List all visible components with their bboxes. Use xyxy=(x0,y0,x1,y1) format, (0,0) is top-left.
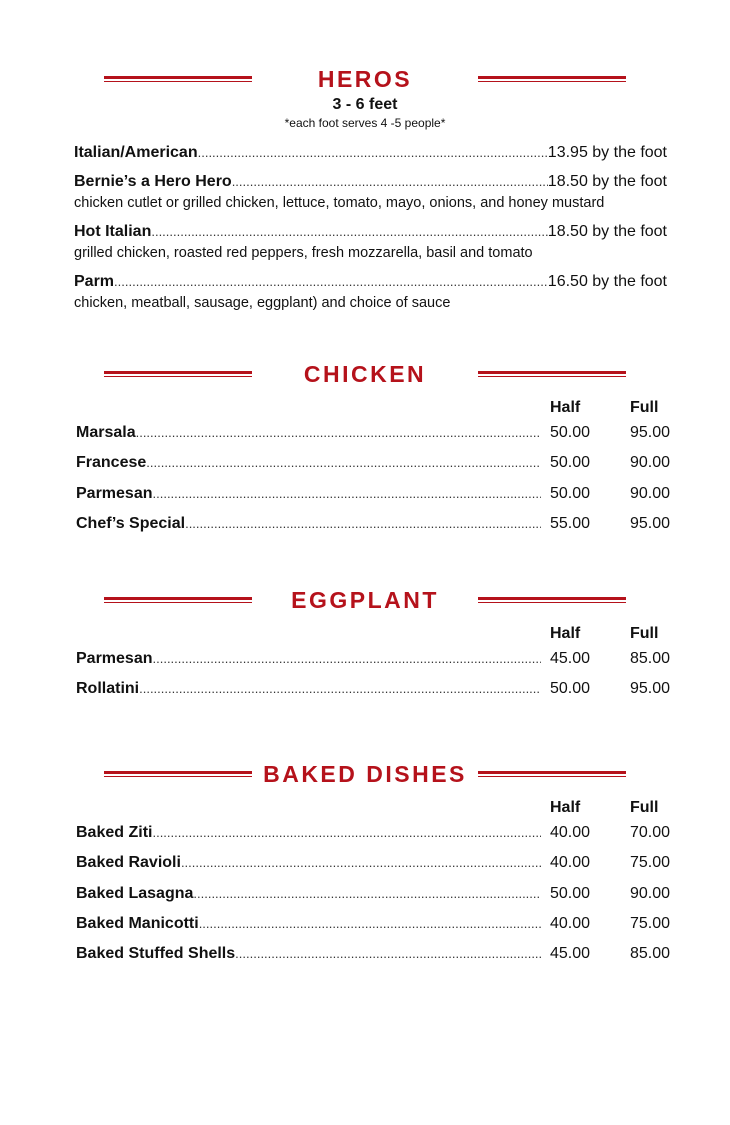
item-price: 16.50 by the foot xyxy=(547,273,667,290)
item-name: Hot Italian xyxy=(74,223,152,240)
section-header xyxy=(0,759,730,789)
menu-row xyxy=(0,480,730,510)
menu-row xyxy=(0,849,730,879)
eggplant-section xyxy=(0,585,730,706)
dot-leader xyxy=(232,173,548,191)
item-name: Marsala xyxy=(76,424,136,441)
heros-section xyxy=(0,64,730,312)
section-header xyxy=(0,585,730,615)
menu-row xyxy=(0,880,730,910)
dot-leader xyxy=(152,824,541,842)
item-name: Baked Manicotti xyxy=(76,914,199,932)
menu-item xyxy=(74,144,667,162)
full-column-label: Full xyxy=(630,799,659,816)
item-description: chicken, meatball, sausage, eggplant) and choice of sauce xyxy=(74,295,451,311)
menu-row xyxy=(0,449,730,479)
section-title: BAKED DISHES xyxy=(263,761,467,787)
item-name: Rollatini xyxy=(76,680,140,698)
full-price: 90.00 xyxy=(630,884,671,902)
item-name: Baked Stuffed Shells xyxy=(76,945,236,963)
half-column-label: Half xyxy=(550,399,581,416)
chicken-section xyxy=(0,359,730,540)
item-price: 18.50 by the foot xyxy=(547,173,667,190)
menu-row xyxy=(0,510,730,540)
half-column-label: Half xyxy=(550,799,581,816)
dot-leader xyxy=(193,885,541,903)
full-price: 85.00 xyxy=(630,650,671,667)
dot-leader xyxy=(114,273,548,291)
item-name: Baked Ziti xyxy=(76,824,153,841)
full-price: 90.00 xyxy=(630,484,671,502)
half-price: 50.00 xyxy=(550,680,591,698)
divider-rule xyxy=(478,371,626,377)
half-price: 55.00 xyxy=(550,514,591,532)
half-price: 45.00 xyxy=(550,650,591,667)
item-name: Baked Lasagna xyxy=(76,884,194,902)
dot-leader xyxy=(198,144,548,162)
dot-leader xyxy=(146,454,541,472)
dot-leader xyxy=(153,485,542,503)
menu-item xyxy=(74,273,667,312)
item-description: grilled chicken, roasted red peppers, fresh mozzarella, basil and tomato xyxy=(74,245,533,261)
menu-item xyxy=(74,173,667,212)
item-description: chicken cutlet or grilled chicken, lettuce, tomato, mayo, onions, and honey mustard xyxy=(74,195,605,211)
section-header xyxy=(0,64,730,94)
dot-leader xyxy=(235,945,541,963)
dot-leader xyxy=(153,650,542,668)
full-column-label: Full xyxy=(630,625,659,642)
half-price: 50.00 xyxy=(550,484,591,502)
item-name: Chef’s Special xyxy=(76,514,186,532)
half-price: 40.00 xyxy=(550,914,591,932)
full-price: 75.00 xyxy=(630,854,671,872)
full-price: 95.00 xyxy=(630,680,671,698)
half-column-label: Half xyxy=(550,625,581,642)
item-name: Bernie’s a Hero Hero xyxy=(74,173,232,190)
half-price: 40.00 xyxy=(550,854,591,872)
item-name: Italian/American xyxy=(74,144,198,161)
column-headers xyxy=(0,399,730,419)
item-name: Parm xyxy=(74,273,115,290)
section-subtitle: 3 - 6 feet xyxy=(332,96,398,113)
menu-row xyxy=(0,910,730,940)
full-price: 95.00 xyxy=(630,424,671,441)
half-price: 50.00 xyxy=(550,424,591,441)
section-title: HEROS xyxy=(317,66,413,92)
item-name: Parmesan xyxy=(76,484,153,502)
item-name: Baked Ravioli xyxy=(76,854,181,872)
dot-leader xyxy=(151,223,547,241)
half-price: 50.00 xyxy=(550,884,591,902)
column-headers xyxy=(0,799,730,819)
column-headers xyxy=(0,625,730,645)
item-name: Parmesan xyxy=(76,650,153,667)
dot-leader xyxy=(136,424,541,442)
divider-rule xyxy=(478,76,626,82)
dot-leader xyxy=(181,854,541,872)
section-title: EGGPLANT xyxy=(291,587,439,613)
divider-rule xyxy=(478,597,626,603)
menu-row xyxy=(0,645,730,675)
full-price: 70.00 xyxy=(630,824,671,841)
dot-leader xyxy=(185,515,541,533)
item-name: Francese xyxy=(76,454,147,472)
full-price: 90.00 xyxy=(630,454,671,472)
half-price: 40.00 xyxy=(550,824,591,841)
serving-note: *each foot serves 4 -5 people* xyxy=(284,116,446,130)
baked-dishes-section xyxy=(0,759,730,970)
menu-row xyxy=(0,419,730,449)
full-price: 75.00 xyxy=(630,914,671,932)
dot-leader xyxy=(199,915,541,933)
half-price: 50.00 xyxy=(550,454,591,472)
menu-row xyxy=(0,940,730,970)
full-price: 95.00 xyxy=(630,514,671,532)
menu-row xyxy=(0,675,730,705)
dot-leader xyxy=(139,680,541,698)
item-price: 13.95 by the foot xyxy=(547,144,667,161)
full-price: 85.00 xyxy=(630,945,671,963)
divider-rule xyxy=(478,771,626,777)
item-price: 18.50 by the foot xyxy=(547,223,667,240)
half-price: 45.00 xyxy=(550,945,591,963)
menu-row xyxy=(0,819,730,849)
menu-item xyxy=(74,223,667,262)
section-title: CHICKEN xyxy=(303,361,427,387)
full-column-label: Full xyxy=(630,399,659,416)
section-header xyxy=(0,359,730,389)
